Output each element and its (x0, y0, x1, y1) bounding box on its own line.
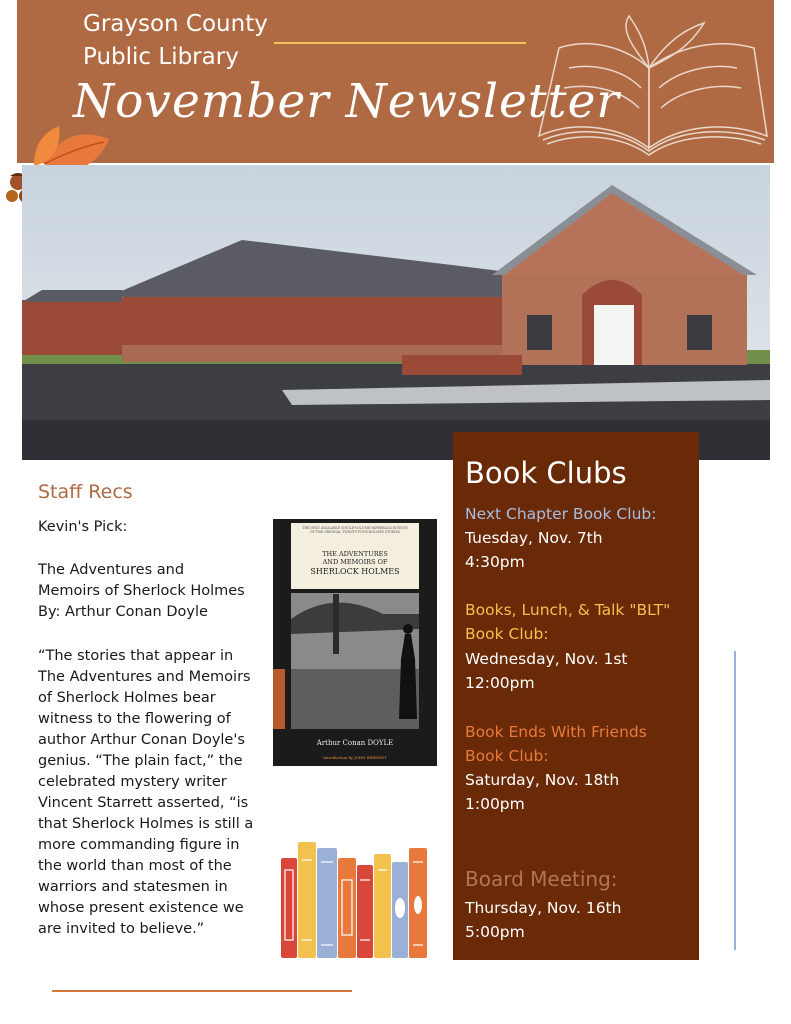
club-time: 4:30pm (465, 553, 525, 571)
quote-line: of Sherlock Holmes bear (38, 690, 216, 706)
cover-blurb-line2: OF THE ORIGINAL TWENTY-FOUR HOLMES STORIES (309, 530, 401, 534)
book-cover-image (273, 519, 437, 766)
quote-line: more commanding figure in (38, 837, 240, 853)
pick-label: Kevin's Pick: (38, 519, 128, 535)
cover-title-line1: THE ADVENTURES (322, 550, 388, 558)
bottom-divider (52, 990, 352, 992)
board-meeting-day: Thursday, Nov. 16th (465, 899, 622, 917)
quote-line: “The stories that appear in (38, 648, 234, 664)
quote-line: genius. “The plain fact,” the (38, 753, 243, 769)
quote-line: author Arthur Conan Doyle's (38, 732, 245, 748)
book-clubs-panel (453, 432, 699, 960)
header-divider (274, 42, 526, 44)
books-illustration (281, 840, 431, 960)
staff-recs-heading: Staff Recs (38, 481, 133, 503)
newsletter-title: November Newsletter (73, 74, 620, 129)
cover-title-line2: AND MEMOIRS OF (322, 558, 388, 566)
quote-line: the world than most of the (38, 858, 232, 874)
library-name-line1: Grayson County (83, 11, 268, 37)
book-title-line2: Memoirs of Sherlock Holmes (38, 583, 245, 599)
book-clubs-heading: Book Clubs (465, 456, 627, 490)
club-name: Book Club: (465, 625, 549, 643)
quote-line: Vincent Starrett asserted, “is (38, 795, 249, 811)
library-name-line2: Public Library (83, 44, 239, 70)
club-name: Next Chapter Book Club: (465, 505, 657, 523)
quote-line: are invited to believe.” (38, 921, 205, 937)
quote-line: whose present existence we (38, 900, 244, 916)
cover-title-line3: SHERLOCK HOLMES (310, 567, 400, 576)
board-meeting-time: 5:00pm (465, 923, 525, 941)
club-day: Wednesday, Nov. 1st (465, 650, 628, 668)
club-name: Book Club: (465, 747, 549, 765)
vertical-divider (734, 651, 736, 950)
cover-intro: Introduction by JOHN BERENDT (323, 755, 387, 760)
quote-line: witness to the flowering of (38, 711, 231, 727)
cover-blurb-line1: THE ONLY AVAILABLE SINGLE-VOLUME PAPERBACK EDITION (302, 526, 408, 530)
library-building-photo (22, 165, 770, 460)
club-time: 1:00pm (465, 795, 525, 813)
club-day: Saturday, Nov. 18th (465, 771, 620, 789)
book-author: By: Arthur Conan Doyle (38, 604, 208, 620)
club-day: Tuesday, Nov. 7th (465, 529, 603, 547)
book-quote (38, 646, 253, 940)
board-meeting-heading: Board Meeting: (465, 867, 618, 891)
cover-author: Arthur Conan DOYLE (316, 739, 394, 747)
quote-line: The Adventures and Memoirs (38, 669, 251, 685)
quote-line: celebrated mystery writer (38, 774, 227, 790)
club-name: Book Ends With Friends (465, 723, 647, 741)
club-time: 12:00pm (465, 674, 535, 692)
newsletter-header (17, 0, 774, 163)
quote-line: that Sherlock Holmes is still a (38, 816, 254, 832)
club-name: Books, Lunch, & Talk "BLT" (465, 601, 671, 619)
book-title-line1: The Adventures and (38, 562, 185, 578)
quote-line: warriors and statesmen in (38, 879, 228, 895)
